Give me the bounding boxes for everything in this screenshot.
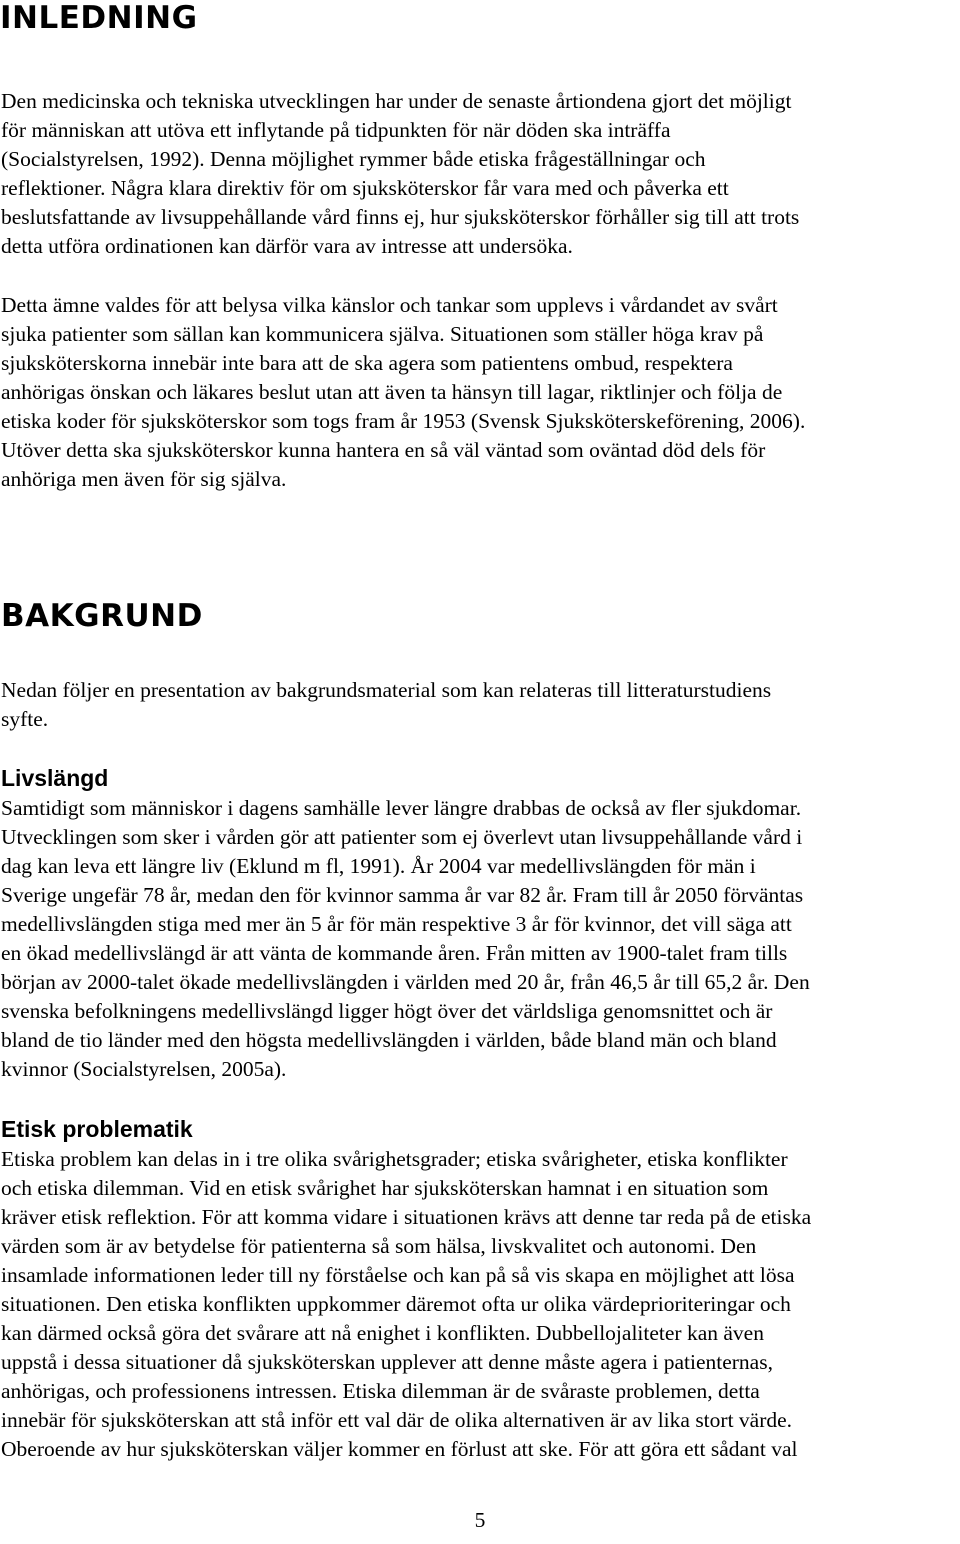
text-line: Detta ämne valdes för att belysa vilka känslor och tankar som upplevs i vårdandet av svårt [1,293,778,317]
section-heading-bakgrund: BAKGRUND [1,598,203,634]
text-line: Den medicinska och tekniska utvecklingen har under de senaste årtiondena gjort det möjligt [1,89,792,113]
subsection-heading-etisk-problematik: Etisk problematik [1,1116,193,1142]
text-line: sjuka patienter som sällan kan kommunicera själva. Situationen som ställer höga krav på [1,322,764,346]
section-heading-inledning: INLEDNING [0,0,198,36]
text-line: en ökad medellivslängd är att vänta de kommande åren. Från mitten av 1900-talet fram tills [1,941,788,965]
text-line: situationen. Den etiska konflikten uppkommer däremot ofta ur olika värdeprioriteringar och [1,1292,791,1316]
text-line: innebär för sjuksköterskan att stå inför ett val där de olika alternativen är av lika stort värde. [1,1408,793,1432]
subsection-heading-livslangd: Livslängd [1,765,109,791]
text-line: beslutsfattande av livsuppehållande vård finns ej, hur sjuksköterskor förhåller sig till att trots [1,205,800,229]
text-line: sjuksköterskorna innebär inte bara att de ska agera som patientens ombud, respektera [1,351,733,375]
text-line: värden som är av betydelse för patienterna så som hälsa, livskvalitet och autonomi. Den [1,1234,757,1258]
text-line: reflektioner. Några klara direktiv för om sjuksköterskor får vara med och påverka ett [1,176,729,200]
text-line: kan därmed också göra det svårare att nå enighet i konflikten. Dubbellojaliteter kan även [1,1321,764,1345]
text-line: Etiska problem kan delas in i tre olika svårighetsgrader; etiska svårigheter, etiska konflikter [1,1147,788,1171]
text-line: Oberoende av hur sjuksköterskan väljer kommer en förlust att ske. För att göra ett sådant val [1,1437,798,1461]
text-line: bland de tio länder med den högsta medellivslängden i världen, både bland män och bland [1,1028,777,1052]
text-line: dag kan leva ett längre liv (Eklund m fl, 1991). År 2004 var medellivslängden för män i [1,854,756,878]
text-line: kräver etisk reflektion. För att komma vidare i situationen krävs att denne tar reda på de etiska [1,1205,812,1229]
text-line: och etiska dilemman. Vid en etisk svårighet har sjuksköterskan hamnat i en situation som [1,1176,769,1200]
text-line: Utöver detta ska sjuksköterskor kunna hantera en så väl väntad som oväntad död dels för [1,438,766,462]
page-number: 5 [474,1508,486,1532]
text-line: kvinnor (Socialstyrelsen, 2005a). [1,1057,287,1081]
text-line: medellivslängden stiga med mer än 5 år för män respektive 3 år för kvinnor, det vill säga att [1,912,792,936]
text-line: detta utföra ordinationen kan därför vara av intresse att undersöka. [1,234,573,258]
text-line: anhörigas önskan och läkares beslut utan att även ta hänsyn till lagar, riktlinjer och följa de [1,380,783,404]
text-line: insamlade informationen leder till ny förståelse och kan på så vis skapa en möjlighet att lösa [1,1263,795,1287]
text-line: Utvecklingen som sker i vården gör att patienter som ej överlevt utan livsuppehållande vård i [1,825,803,849]
text-line: svenska befolkningens medellivslängd ligger högt över det världsliga genomsnittet och är [1,999,773,1023]
text-line: Nedan följer en presentation av bakgrundsmaterial som kan relateras till litteraturstudiens [1,678,772,702]
text-line: Sverige ungefär 78 år, medan den för kvinnor samma år var 82 år. Fram till år 2050 förväntas [1,883,804,907]
text-line: början av 2000-talet ökade medellivslängden i världen med 20 år, från 46,5 år till 65,2 år. Den [1,970,810,994]
text-line: anhöriga men även för sig själva. [1,467,287,491]
text-line: anhörigas, och professionens intressen. Etiska dilemman är de svåraste problemen, detta [1,1379,760,1403]
text-line: syfte. [1,707,49,731]
text-line: uppstå i dessa situationer då sjuksköterskan upplever att denne måste agera i patienternas, [1,1350,773,1374]
text-line: (Socialstyrelsen, 1992). Denna möjlighet rymmer både etiska frågeställningar och [1,147,706,171]
text-line: Samtidigt som människor i dagens samhälle lever längre drabbas de också av fler sjukdomar. [1,796,802,820]
text-line: för människan att utöva ett inflytande på tidpunkten för när döden ska inträffa [1,118,671,142]
text-line: etiska koder för sjuksköterskor som togs fram år 1953 (Svensk Sjuksköterskeförening, 2006). [1,409,806,433]
